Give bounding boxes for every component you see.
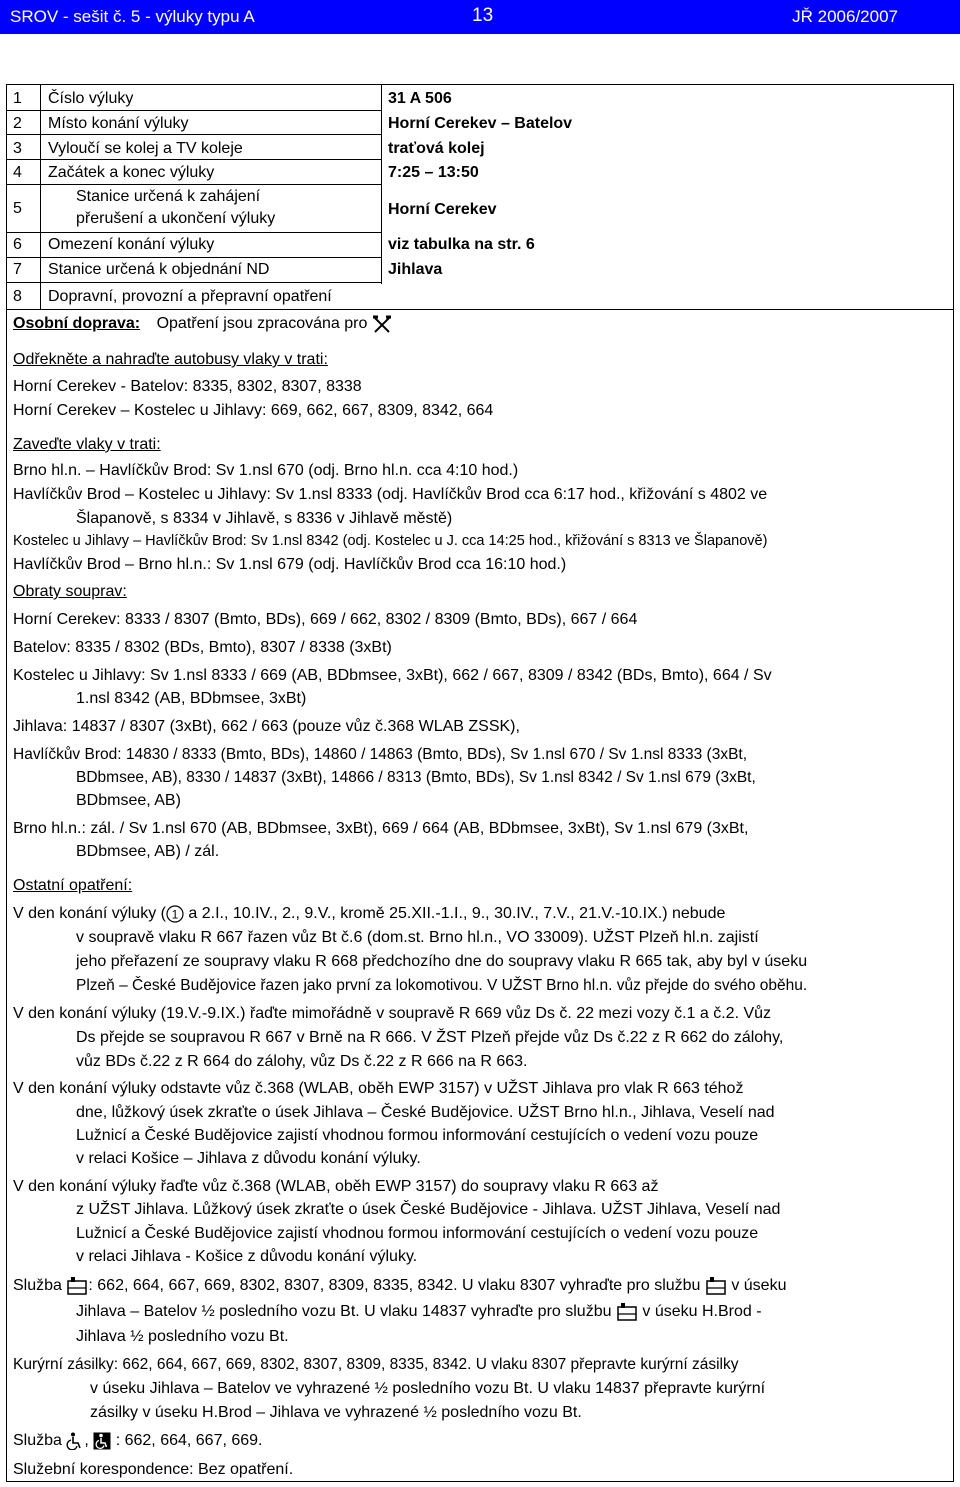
row-value: 7:25 – 13:50 [388,164,479,181]
row-number: 6 [13,236,22,253]
sluzba-text: , [84,1432,94,1450]
sluzba-text: : 662, 664, 667, 669, 8302, 8307, 8309, 8335, 8342. U vlaku 8307 vyhraďte pro službu [88,1277,705,1295]
zavedte-line: Šlapanově, s 8334 v Jihlavě, s 8336 v Jihlavě městě) [76,510,453,527]
sluzba-line: Jihlava ½ posledního vozu Bt. [76,1328,289,1345]
sluzba-line [13,1276,786,1296]
ostatni-line: v soupravě vlaku R 667 řazen vůz Bt č.6 (dom.st. Brno hl.n., VO 33009). UŽST Plzeň hl.n. zajistí [76,929,759,946]
header-left: SROV - sešit č. 5 - výluky typu A [10,7,255,26]
row-number: 5 [13,200,22,217]
row-label: Dopravní, provozní a přepravní opatření [48,288,332,305]
row-value: Horní Cerekev [388,201,497,218]
wheelchair-icon [66,1432,84,1450]
row-number: 8 [13,288,22,305]
row-label: Vyloučí se kolej a TV koleje [48,140,243,157]
zavedte-line: Brno hl.n. – Havlíčkův Brod: Sv 1.nsl 670 (odj. Brno hl.n. cca 4:10 hod.) [13,462,519,479]
sluzba-text: : 662, 664, 667, 669. [111,1432,263,1450]
page-number: 13 [472,5,494,26]
ostatni-line [13,905,725,923]
kuryr-line: zásilky v úseku H.Brod – Jihlava ve vyhrazené ½ posledního vozu Bt. [90,1404,582,1421]
row-label: přerušení a ukončení výluky [76,210,276,227]
hammers-icon [372,315,392,333]
svg-text:1: 1 [171,907,179,922]
obraty-line: Havlíčkův Brod: 14830 / 8333 (Bmto, BDs), 14860 / 14863 (Bmto, BDs), Sv 1.nsl 670 / Sv 1.nsl 8333 (3xBt, [13,746,748,763]
osobni-doprava [13,315,392,333]
ostatni-text: V den konání výluky ( [13,905,166,923]
ostatni-line: v relaci Košice – Jihlava z důvodu konání výluky. [76,1150,421,1167]
ostatni-text: a 2.I., 10.IV., 2., 9.V., kromě 25.XII.-1.I., 9., 30.IV., 7.V., 21.V.-10.IX.) nebude [183,905,726,923]
sleeper-car-icon [66,1276,88,1296]
zavedte-heading: Zaveďte vlaky v trati: [13,436,161,453]
sluzba-line [76,1302,762,1322]
ostatni-line: v relaci Jihlava - Košice z důvodu konání výluky. [76,1248,418,1265]
row-label: Stanice určená k objednání ND [48,261,270,278]
row-label: Místo konání výluky [48,115,189,132]
row-label: Stanice určená k zahájení [76,188,261,205]
ostatni-line: z UŽST Jihlava. Lůžkový úsek zkraťte o úsek České Budějovice - Jihlava. UŽST Jihlava, Veselí nad [76,1201,781,1218]
ostatni-line: Lužnicí a České Budějovice zajistí vhodnou formou informování cestujících o vedení vozu pouze [76,1225,759,1242]
odreknete-heading: Odřekněte a nahraďte autobusy vlaky v trati: [13,351,328,368]
row-value: Jihlava [388,261,443,278]
ostatni-line: V den konání výluky řaďte vůz č.368 (WLAB, oběh EWP 3157) do soupravy vlaku R 663 až [13,1178,659,1195]
circled-one-icon [166,905,184,923]
row-number: 4 [13,164,22,181]
sleeper-car-icon [705,1276,727,1296]
row-number: 1 [13,90,22,107]
odreknete-line: Horní Cerekev – Kostelec u Jihlavy: 669, 662, 667, 8309, 8342, 664 [13,402,494,419]
row-number: 7 [13,261,22,278]
obraty-line: Brno hl.n.: zál. / Sv 1.nsl 670 (AB, BDbmsee, 3xBt), 669 / 664 (AB, BDbmsee, 3xBt), Sv 1.nsl 679 (3xBt, [13,820,749,837]
row-value: traťová kolej [388,140,485,157]
obraty-line: BDbmsee, AB) [76,792,181,809]
ostatni-line: dne, lůžkový úsek zkraťte o úsek Jihlava – České Budějovice. UŽST Brno hl.n., Jihlava, Veselí nad [76,1104,775,1121]
header-right: JŘ 2006/2007 [792,7,898,26]
sluzba-text: Služba [13,1277,67,1295]
zavedte-line: Kostelec u Jihlavy – Havlíčkův Brod: Sv 1.nsl 8342 (odj. Kostelec u J. cca 14:25 hod., křižování s 8313 ve Šlapanově) [13,533,768,549]
ostatni-heading: Ostatní opatření: [13,877,133,894]
osobni-text: Opatření jsou zpracována pro [156,315,368,333]
obraty-heading: Obraty souprav: [13,583,127,600]
zavedte-line: Havlíčkův Brod – Kostelec u Jihlavy: Sv 1.nsl 8333 (odj. Havlíčkův Brod cca 6:17 hod., křižování s 4802 ve [13,486,768,503]
row-number: 2 [13,115,22,132]
sluzba-text: Služba [13,1432,67,1450]
sluzba-wheelchair-line [13,1432,263,1450]
ostatni-line: Plzeň – České Budějovice řazen jako první za lokomotivou. V UŽST Brno hl.n. vůz přejde do svého oběhu. [76,977,808,994]
row-value: Horní Cerekev – Batelov [388,115,573,132]
ostatni-line: Lužnicí a České Budějovice zajistí vhodnou formou informování cestujících o vedení vozu pouze [76,1127,759,1144]
obraty-line: Horní Cerekev: 8333 / 8307 (Bmto, BDs), 669 / 662, 8302 / 8309 (Bmto, BDs), 667 / 664 [13,611,638,628]
korespondence: Služební korespondence: Bez opatření. [13,1461,294,1478]
row-label: Začátek a konec výluky [48,164,215,181]
sluzba-text: v úseku H.Brod - [637,1303,762,1321]
ostatni-line: Ds přejde se soupravou R 667 v Brně na R 666. V ŽST Plzeň přejde vůz Ds č.22 z R 662 do zálohy, [76,1029,784,1046]
row-value: viz tabulka na str. 6 [388,236,535,253]
odreknete-line: Horní Cerekev - Batelov: 8335, 8302, 8307, 8338 [13,378,362,395]
sluzba-text: v úseku [726,1277,787,1295]
obraty-line: Jihlava: 14837 / 8307 (3xBt), 662 / 663 (pouze vůz č.368 WLAB ZSSK), [13,718,520,735]
obraty-line: Batelov: 8335 / 8302 (BDs, Bmto), 8307 / 8338 (3xBt) [13,639,392,656]
ostatni-line: vůz BDs č.22 z R 664 do zálohy, vůz Ds č.22 z R 666 na R 663. [76,1053,528,1070]
zavedte-line: Havlíčkův Brod – Brno hl.n.: Sv 1.nsl 679 (odj. Havlíčkův Brod cca 16:10 hod.) [13,556,567,573]
obraty-line: BDbmsee, AB) / zál. [76,843,220,860]
kuryr-line: v úseku Jihlava – Batelov ve vyhrazené ½ posledního vozu Bt. U vlaku 14837 přepravte kurýrní [90,1380,766,1397]
wheelchair-box-icon [93,1432,111,1450]
row-label: Omezení konání výluky [48,236,215,253]
obraty-line: Kostelec u Jihlavy: Sv 1.nsl 8333 / 669 (AB, BDbmsee, 3xBt), 662 / 667, 8309 / 8342 (BDs, Bmto), 664 / Sv [13,667,772,684]
row-label: Číslo výluky [48,90,134,107]
obraty-line: BDbmsee, AB), 8330 / 14837 (3xBt), 14866 / 8313 (Bmto, BDs), Sv 1.nsl 8342 / Sv 1.nsl 679 (3xBt, [76,769,756,786]
page-header [0,0,960,34]
ostatni-line: V den konání výluky (19.V.-9.IX.) řaďte mimořádně v soupravě R 669 vůz Ds č. 22 mezi vozy č.1 a č.2. Vůz [13,1005,772,1022]
row-value: 31 A 506 [388,90,452,107]
ostatni-line: jeho přeřazení ze soupravy vlaku R 668 předchozího dne do soupravy vlaku R 665 tak, aby byl v úseku [76,953,808,970]
osobni-heading: Osobní doprava: [13,315,141,333]
obraty-line: 1.nsl 8342 (AB, BDbmsee, 3xBt) [76,690,307,707]
sluzba-text: Jihlava – Batelov ½ posledního vozu Bt. U vlaku 14837 vyhraďte pro službu [76,1303,616,1321]
sleeper-car-icon [616,1302,638,1322]
kuryr-line: Kurýrní zásilky: 662, 664, 667, 669, 8302, 8307, 8309, 8335, 8342. U vlaku 8307 přepravte kurýrní zásilky [13,1356,739,1373]
ostatni-line: V den konání výluky odstavte vůz č.368 (WLAB, oběh EWP 3157) v UŽST Jihlava pro vlak R 663 téhož [13,1080,744,1097]
row-number: 3 [13,140,22,157]
